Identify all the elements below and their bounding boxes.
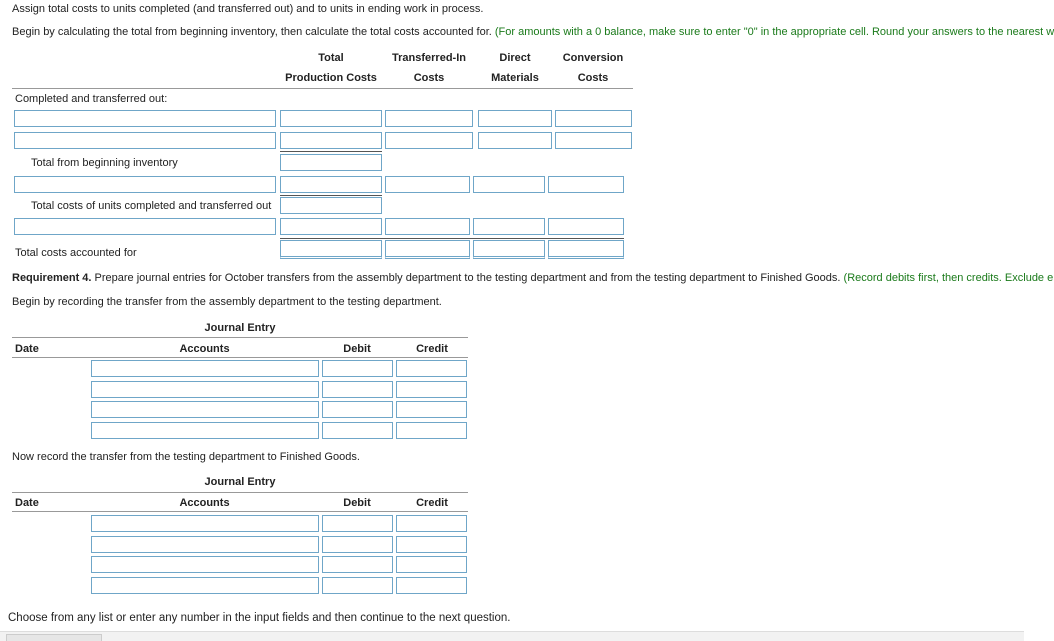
- cost-row2-total-input[interactable]: [280, 132, 382, 149]
- header-total-line2: Production Costs: [285, 72, 377, 84]
- header-direct-line2: Materials: [491, 72, 539, 84]
- cost-row4-direct-materials-input[interactable]: [473, 218, 545, 235]
- journal-2-row1-credit-input[interactable]: [396, 515, 467, 532]
- journal-2-title: Journal Entry: [204, 476, 276, 488]
- accounted-total-input[interactable]: [280, 240, 382, 259]
- journal-2-row1-debit-input[interactable]: [322, 515, 393, 532]
- sum-line: [280, 195, 382, 196]
- journal-2-row2-credit-input[interactable]: [396, 536, 467, 553]
- journal-1-title: Journal Entry: [204, 322, 276, 334]
- cost-row4-total-input[interactable]: [280, 218, 382, 235]
- cost-row3-description-input[interactable]: [14, 176, 276, 193]
- journal-1-row3-credit-input[interactable]: [396, 401, 467, 418]
- journal-2-row1-account-input[interactable]: [91, 515, 319, 532]
- journal-2-row3-account-input[interactable]: [91, 556, 319, 573]
- instruction-line-1: Assign total costs to units completed (and transferred out) and to units in ending work in process.: [12, 3, 484, 15]
- journal-1-col-date: Date: [15, 343, 39, 355]
- journal-1-instructions: Begin by recording the transfer from the assembly department to the testing department.: [12, 296, 442, 308]
- journal-2-col-accounts: Accounts: [179, 497, 230, 509]
- footer-bar: [0, 631, 1024, 641]
- journal-1-col-debit: Debit: [343, 343, 371, 355]
- cost-row2-direct-materials-input[interactable]: [478, 132, 552, 149]
- journal-1-row1-account-input[interactable]: [91, 360, 319, 377]
- journal-2-row4-credit-input[interactable]: [396, 577, 467, 594]
- cost-row3-conversion-input[interactable]: [548, 176, 624, 193]
- header-direct-line1: Direct: [499, 52, 531, 64]
- cost-row1-description-input[interactable]: [14, 110, 276, 127]
- cost-row2-transferred-in-input[interactable]: [385, 132, 473, 149]
- footer-instructions: Choose from any list or enter any number in the input fields and then continue to the next question.: [8, 612, 511, 624]
- beginning-inventory-total-input[interactable]: [280, 154, 382, 171]
- cost-row1-direct-materials-input[interactable]: [478, 110, 552, 127]
- journal-1-row3-account-input[interactable]: [91, 401, 319, 418]
- header-conversion-line2: Costs: [577, 72, 609, 84]
- journal-2-row4-debit-input[interactable]: [322, 577, 393, 594]
- cost-row3-direct-materials-input[interactable]: [473, 176, 545, 193]
- sum-line: [280, 238, 624, 239]
- requirement-4-text: [12, 272, 1053, 284]
- journal-2-col-credit: Credit: [416, 497, 448, 509]
- journal-1-row2-credit-input[interactable]: [396, 381, 467, 398]
- journal-2-instructions: Now record the transfer from the testing department to Finished Goods.: [12, 451, 360, 463]
- header-transferred-line1: Transferred-In: [392, 52, 466, 64]
- journal-2-row2-debit-input[interactable]: [322, 536, 393, 553]
- journal-1-header-rule: [12, 357, 468, 358]
- header-total-line1: Total: [318, 52, 344, 64]
- cost-row2-description-input[interactable]: [14, 132, 276, 149]
- requirement-4-label: Requirement 4.: [12, 272, 92, 284]
- journal-2-col-date: Date: [15, 497, 39, 509]
- accounted-direct-materials-input[interactable]: [473, 240, 545, 259]
- requirement-4-note: (Record debits first, then credits. Exclude e: [840, 272, 1054, 284]
- journal-1-col-accounts: Accounts: [179, 343, 230, 355]
- cost-table-header-rule: [12, 88, 633, 89]
- journal-1-row1-credit-input[interactable]: [396, 360, 467, 377]
- journal-1-title-rule: [12, 337, 468, 338]
- cost-row3-total-input[interactable]: [280, 176, 382, 193]
- journal-2-row4-account-input[interactable]: [91, 577, 319, 594]
- label-total-costs-accounted: Total costs accounted for: [15, 247, 137, 259]
- journal-2-header-rule: [12, 511, 468, 512]
- instruction-line-2-note: (For amounts with a 0 balance, make sure to enter "0" in the appropriate cell. Round your answers to the nearest w: [494, 26, 1054, 38]
- cost-row1-transferred-in-input[interactable]: [385, 110, 473, 127]
- accounted-conversion-input[interactable]: [548, 240, 624, 259]
- cost-row1-total-input[interactable]: [280, 110, 382, 127]
- completed-transferred-total-input[interactable]: [280, 197, 382, 214]
- accounted-transferred-in-input[interactable]: [385, 240, 470, 259]
- label-total-beginning-inventory: Total from beginning inventory: [31, 157, 178, 169]
- cost-row3-transferred-in-input[interactable]: [385, 176, 470, 193]
- journal-1-row2-debit-input[interactable]: [322, 381, 393, 398]
- header-conversion-line1: Conversion: [562, 52, 624, 64]
- cost-row4-conversion-input[interactable]: [548, 218, 624, 235]
- requirement-4-body: Prepare journal entries for October transfers from the assembly department to the testing department and from the testing department to Finished Goods.: [91, 272, 841, 284]
- journal-1-col-credit: Credit: [416, 343, 448, 355]
- journal-2-row2-account-input[interactable]: [91, 536, 319, 553]
- journal-1-row1-debit-input[interactable]: [322, 360, 393, 377]
- journal-1-row4-debit-input[interactable]: [322, 422, 393, 439]
- instruction-line-2: [12, 26, 1054, 38]
- label-completed-transferred-out: Completed and transferred out:: [15, 93, 168, 105]
- journal-2-row3-debit-input[interactable]: [322, 556, 393, 573]
- cost-row4-transferred-in-input[interactable]: [385, 218, 470, 235]
- journal-1-row3-debit-input[interactable]: [322, 401, 393, 418]
- cost-row4-description-input[interactable]: [14, 218, 276, 235]
- journal-1-row4-account-input[interactable]: [91, 422, 319, 439]
- journal-1-row2-account-input[interactable]: [91, 381, 319, 398]
- sum-line: [280, 151, 382, 152]
- header-transferred-line2: Costs: [413, 72, 445, 84]
- label-total-costs-completed: Total costs of units completed and transferred out: [31, 200, 272, 212]
- instruction-line-2-text: Begin by calculating the total from beginning inventory, then calculate the total costs accounted for.: [12, 26, 492, 38]
- journal-2-row3-credit-input[interactable]: [396, 556, 467, 573]
- journal-1-row4-credit-input[interactable]: [396, 422, 467, 439]
- cost-row1-conversion-input[interactable]: [555, 110, 632, 127]
- cost-row2-conversion-input[interactable]: [555, 132, 632, 149]
- footer-tab[interactable]: [6, 634, 102, 641]
- journal-2-col-debit: Debit: [343, 497, 371, 509]
